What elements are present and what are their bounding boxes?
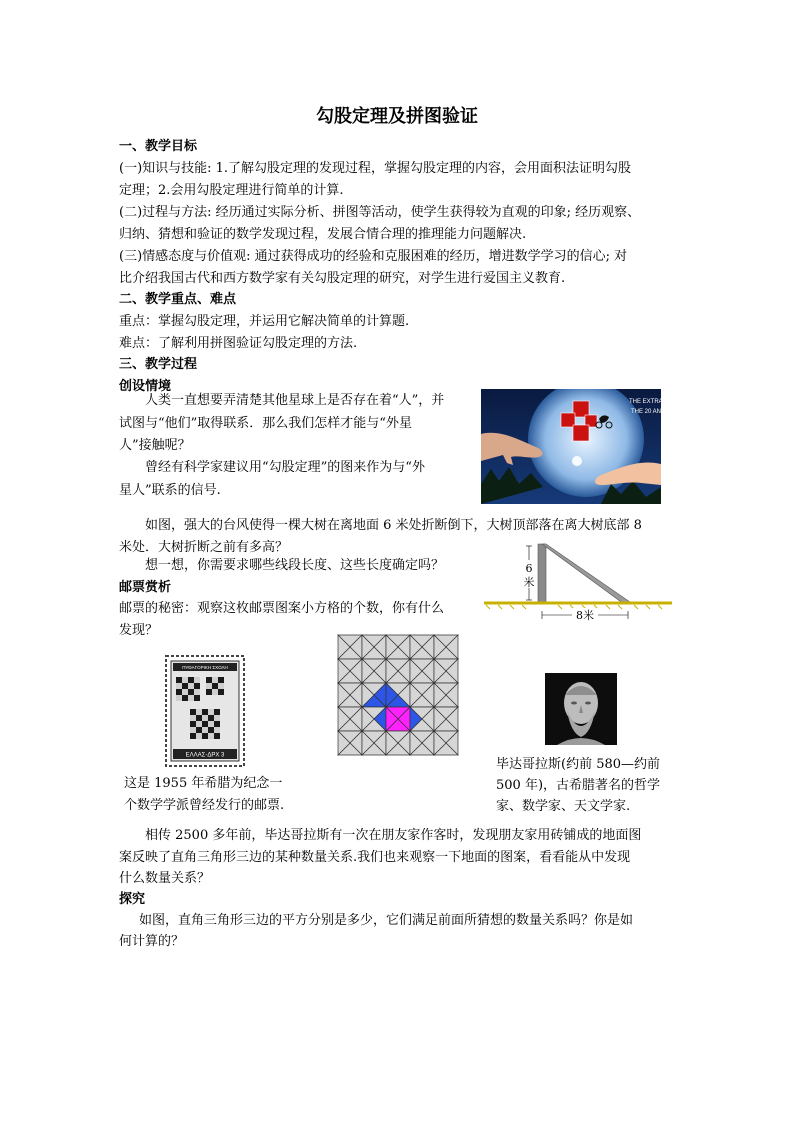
- stamp-cell: [194, 695, 200, 701]
- page-title: 勾股定理及拼图验证: [316, 106, 478, 127]
- stamp-cell: [208, 727, 214, 733]
- legend-p-l2: 案反映了直角三角形三边的某种数量关系.我们也来观察一下地面的图案，看看能从中发现: [119, 850, 631, 865]
- stamp-cell: [214, 721, 220, 727]
- stamp-cell: [176, 689, 182, 695]
- stamp-cell: [190, 733, 196, 739]
- stamp-cell: [206, 683, 212, 689]
- tree-height-unit: 米: [523, 576, 535, 589]
- stamp-caption-l2: 个数学学派曾经发行的邮票.: [124, 798, 285, 813]
- difficulty: 难点：了解利用拼图验证勾股定理的方法.: [119, 336, 358, 351]
- stamp-cell: [190, 715, 196, 721]
- goal1-line2: 定理；2.会用勾股定理进行简单的计算.: [119, 183, 344, 198]
- section-heading-key: 二、教学重点、难点: [119, 292, 237, 307]
- goal1-line1: (一)知识与技能: 1.了解勾股定理的发现过程，掌握勾股定理的内容，会用面积法证明勾股: [119, 161, 632, 176]
- pythagoras-caption-l2: 500 年)，古希腊著名的哲学: [496, 778, 661, 793]
- stamp-cell: [202, 715, 208, 721]
- stamp-cell: [206, 677, 212, 683]
- stamp-caption-l1: 这是 1955 年希腊为纪念一: [124, 776, 283, 791]
- tree-base-label: 8米: [576, 609, 594, 622]
- stamp-cell: [212, 689, 218, 695]
- tree-height-number: 6: [525, 562, 533, 575]
- stamp-cell: [214, 709, 220, 715]
- subheading-scene: 创设情境: [119, 379, 172, 394]
- stamp-cell: [196, 733, 202, 739]
- stamp-cell: [202, 709, 208, 715]
- subheading-stamp: 邮票赏析: [119, 580, 172, 595]
- et-banner-line2: THE 20 AN: [631, 409, 661, 415]
- stamp-cell: [208, 721, 214, 727]
- scene-p2-l2: 星人”联系的信号.: [119, 483, 221, 498]
- scene-p1-l2: 试图与“他们”取得联系．那么我们怎样才能与“外星: [119, 416, 412, 431]
- stamp-cell: [202, 721, 208, 727]
- tree-p-l2: 米处．大树折断之前有多高？: [119, 540, 289, 555]
- stamp-cell: [196, 721, 202, 727]
- tree-p-l1: 如图，强大的台风使得一棵大树在离地面 6 米处折断倒下，大树顶部落在离大树底部 8: [145, 518, 642, 533]
- stamp-cell: [194, 677, 200, 683]
- explore-p-l1: 如图，直角三角形三边的平方分别是多少，它们满足前面所猜想的数量关系吗？你是如: [139, 913, 634, 928]
- stamp-cell: [182, 695, 188, 701]
- stamp-cell: [190, 709, 196, 715]
- tree-trunk: [538, 544, 546, 602]
- subheading-explore: 探究: [119, 892, 146, 907]
- pythagoras-portrait: [545, 673, 617, 745]
- section-heading-process: 三、教学过程: [119, 357, 198, 372]
- fallen-top: [542, 544, 630, 604]
- stamp-value-text: ΕΛΛΑΣ-ΔΡΧ 3: [185, 752, 225, 759]
- goal3-line2: 比介绍我国古代和西方数学家有关勾股定理的研究，对学生进行爱国主义教育.: [119, 271, 566, 286]
- stamp-cell: [190, 727, 196, 733]
- stamp-cell: [208, 709, 214, 715]
- stamp-cell: [176, 695, 182, 701]
- legend-p-l3: 什么数量关系？: [119, 871, 211, 886]
- stamp-top-text: ΠΥΘΑΓΟΡΙΚΗ ΣΧΟΛΗ: [182, 665, 228, 670]
- stamp-cell: [188, 677, 194, 683]
- greek-stamp-image: [165, 655, 245, 767]
- stamp-cell: [182, 683, 188, 689]
- stamp-cell: [188, 689, 194, 695]
- stamp-cell: [188, 695, 194, 701]
- stamp-cell: [214, 715, 220, 721]
- section-heading-goals: 一、教学目标: [119, 139, 198, 154]
- stamp-cell: [188, 683, 194, 689]
- et-moon-image: [481, 389, 661, 504]
- stamp-p-l2: 发现？: [119, 623, 159, 638]
- scene-p2-l1: 曾经有科学家建议用“勾股定理”的图来作为与“外: [145, 460, 425, 475]
- stamp-cell: [214, 727, 220, 733]
- pythagoras-caption-l1: 毕达哥拉斯(约前 580—约前: [496, 757, 661, 772]
- stamp-cell: [218, 689, 224, 695]
- stamp-cell: [190, 721, 196, 727]
- tree-question: 想一想，你需要求哪些线段长度、这些长度确定吗？: [145, 558, 445, 573]
- stamp-cell: [202, 733, 208, 739]
- stamp-cell: [214, 733, 220, 739]
- stamp-cell: [202, 727, 208, 733]
- scene-p1-l3: 人”接触呢？: [119, 438, 191, 453]
- goal2-line1: (二)过程与方法: 经历通过实际分析、拼图等活动，使学生获得较为直观的印象; 经历观察、: [119, 205, 641, 220]
- key-point: 重点：掌握勾股定理，并运用它解决简单的计算题.: [119, 314, 410, 329]
- floor-tile-grid: [337, 634, 459, 756]
- stamp-cell: [182, 677, 188, 683]
- stamp-cell: [196, 727, 202, 733]
- legend-p-l1: 相传 2500 多年前，毕达哥拉斯有一次在朋友家作客时，发现朋友家用砖铺成的地面图: [145, 828, 642, 843]
- stamp-cell: [206, 689, 212, 695]
- stamp-cell: [182, 689, 188, 695]
- stamp-cell: [196, 715, 202, 721]
- scene-p1-l1: 人类一直想要弄清楚其他星球上是否存在着“人”，并: [145, 393, 445, 408]
- stamp-cell: [212, 677, 218, 683]
- stamp-cell: [208, 733, 214, 739]
- pythagoras-caption-l3: 家、数学家、天文学家.: [496, 799, 631, 814]
- stamp-cell: [196, 709, 202, 715]
- stamp-cell: [176, 677, 182, 683]
- stamp-cell: [194, 683, 200, 689]
- goal2-line2: 归纳、猜想和验证的数学发现过程，发展合情合理的推理能力问题解决.: [119, 227, 527, 242]
- stamp-cell: [176, 683, 182, 689]
- stamp-cell: [208, 715, 214, 721]
- stamp-cell: [218, 683, 224, 689]
- et-banner-line1: THE EXTRA: [629, 399, 661, 405]
- broken-tree-diagram: [484, 542, 674, 624]
- stamp-cell: [194, 689, 200, 695]
- stamp-cell: [218, 677, 224, 683]
- stamp-p-l1: 邮票的秘密：观察这枚邮票图案小方格的个数，你有什么: [119, 601, 445, 616]
- stamp-cell: [212, 683, 218, 689]
- explore-p-l2: 何计算的？: [119, 934, 185, 949]
- goal3-line1: (三)情感态度与价值观: 通过获得成功的经验和克服困难的经历，增进数学学习的信心; 对: [119, 249, 628, 264]
